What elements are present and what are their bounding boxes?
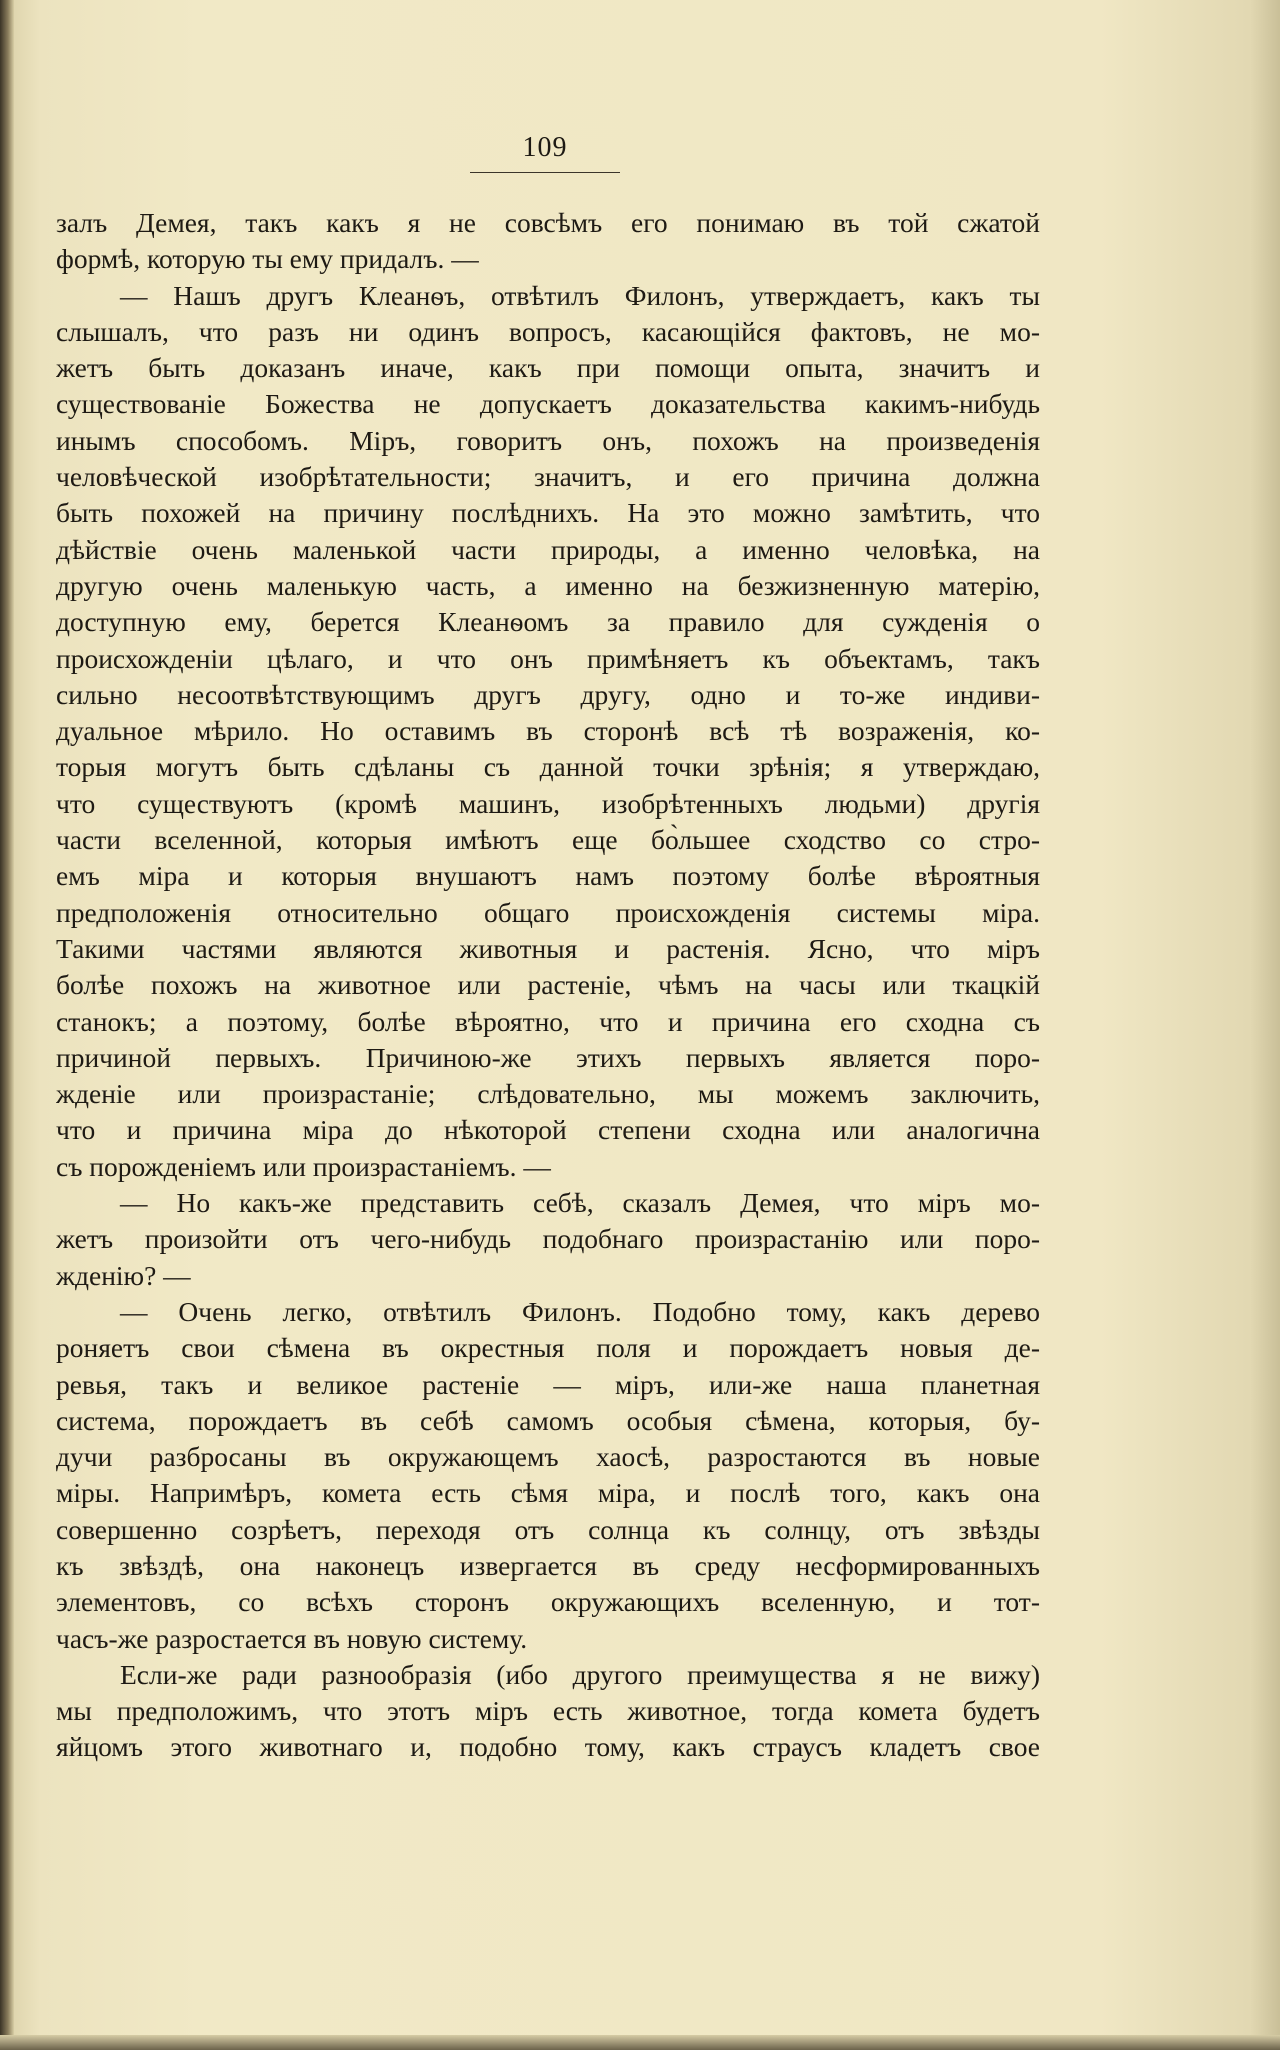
text-line: дуальное мѣрило. Но оставимъ въ сторонѣ всѣ тѣ возраженія, ко- <box>56 715 1040 747</box>
text-line: жетъ произойти отъ чего-нибудь подобнаго произрастанію или поро- <box>56 1223 1040 1255</box>
text-line: — Очень легко, отвѣтилъ Филонъ. Подобно тому, какъ дерево <box>120 1295 1040 1327</box>
text-line: міры. Напримѣръ, комета есть сѣмя міра, и послѣ того, какъ она <box>56 1477 1040 1509</box>
text-line: что существуютъ (кромѣ машинъ, изобрѣтенныхъ людьми) другія <box>56 787 1040 819</box>
text-line: что и причина міра до нѣкоторой степени сходна или аналогична <box>56 1114 1040 1146</box>
text-line: залъ Демея, такъ какъ я не совсѣмъ его понимаю въ той сжатой <box>56 207 1040 238</box>
text-line: части вселенной, которыя имѣютъ еще бо̀льшее сходство со стро- <box>56 824 1040 856</box>
text-line: предположенія относительно общаго происхожденія системы міра. <box>56 896 1040 928</box>
text-line: система, порождаетъ въ себѣ самомъ особыя сѣмена, которыя, бу- <box>56 1404 1040 1436</box>
text-line: часъ-же разростается въ новую систему. <box>56 1622 528 1654</box>
text-line: торыя могутъ быть сдѣланы съ данной точки зрѣнія; я утверждаю, <box>56 751 1040 783</box>
text-line: другую очень маленькую часть, а именно на безжизненную матерію, <box>56 569 1040 601</box>
text-line: человѣческой изобрѣтательности; значитъ, и его причина должна <box>56 461 1040 493</box>
text-line: болѣе похожъ на животное или растеніе, чѣмъ на часы или ткацкій <box>56 969 1040 1001</box>
page-number: 109 <box>522 132 568 163</box>
text-line: инымъ способомъ. Міръ, говоритъ онъ, похожъ на произведенія <box>56 424 1040 456</box>
body-text <box>56 205 1040 1766</box>
text-line: къ звѣздѣ, она наконецъ извергается въ среду несформированныхъ <box>56 1549 1040 1581</box>
text-line: жденію? — <box>56 1259 191 1291</box>
text-line: слышалъ, что разъ ни одинъ вопросъ, касающійся фактовъ, не мо- <box>56 315 1040 347</box>
text-line: элементовъ, со всѣхъ сторонъ окружающихъ вселенную, и тот- <box>56 1586 1040 1618</box>
text-line: емъ міра и которыя внушаютъ намъ поэтому болѣе вѣроятныя <box>56 860 1040 892</box>
text-line: яйцомъ этого животнаго и, подобно тому, какъ страусъ кладетъ свое <box>56 1731 1040 1763</box>
text-line: быть похожей на причину послѣднихъ. На это можно замѣтить, что <box>56 497 1040 529</box>
text-line: сильно несоотвѣтствующимъ другъ другу, одно и то-же индиви- <box>56 678 1040 710</box>
text-line: станокъ; а поэтому, болѣе вѣроятно, что и причина его сходна съ <box>56 1005 1040 1037</box>
book-spine-shadow <box>0 0 14 2050</box>
text-line: происхожденіи цѣлаго, и что онъ примѣняетъ къ объектамъ, такъ <box>56 642 1040 674</box>
text-line: Такими частями являются животныя и растенія. Ясно, что міръ <box>56 932 1040 964</box>
text-line: — Но какъ-же представить себѣ, сказалъ Демея, что міръ мо- <box>120 1187 1040 1219</box>
text-line: жетъ быть доказанъ иначе, какъ при помощи опыта, значитъ и <box>56 352 1040 384</box>
text-line: жденіе или произрастаніе; слѣдовательно, мы можемъ заключить, <box>56 1078 1040 1110</box>
text-line: доступную ему, берется Клеанѳомъ за правило для сужденія о <box>56 606 1040 638</box>
text-line: формѣ, которую ты ему придалъ. — <box>56 243 479 275</box>
page-number-rule <box>470 172 620 173</box>
text-line: дѣйствіе очень маленькой части природы, а именно человѣка, на <box>56 533 1040 565</box>
text-line: дучи разбросаны въ окружающемъ хаосѣ, разростаются въ новые <box>56 1441 1040 1473</box>
text-line: совершенно созрѣетъ, переходя отъ солнца къ солнцу, отъ звѣзды <box>56 1513 1040 1545</box>
text-line: съ порожденіемъ или произрастаніемъ. — <box>56 1150 551 1182</box>
text-line: роняетъ свои сѣмена въ окрестныя поля и порождаетъ новыя де- <box>56 1332 1040 1364</box>
text-line: существованіе Божества не допускаетъ доказательства какимъ-нибудь <box>56 388 1040 420</box>
text-line: Если-же ради разнообразія (ибо другого преимущества я не вижу) <box>120 1658 1040 1690</box>
text-line: — Нашъ другъ Клеанѳъ, отвѣтилъ Филонъ, утверждаетъ, какъ ты <box>120 279 1040 311</box>
text-line: причиной первыхъ. Причиною-же этихъ первыхъ является поро- <box>56 1041 1040 1073</box>
page-bottom-edge <box>0 2035 1280 2050</box>
text-line: ревья, такъ и великое растеніе — міръ, или-же наша планетная <box>56 1368 1040 1400</box>
text-line: мы предположимъ, что этотъ міръ есть животное, тогда комета будетъ <box>56 1695 1040 1727</box>
